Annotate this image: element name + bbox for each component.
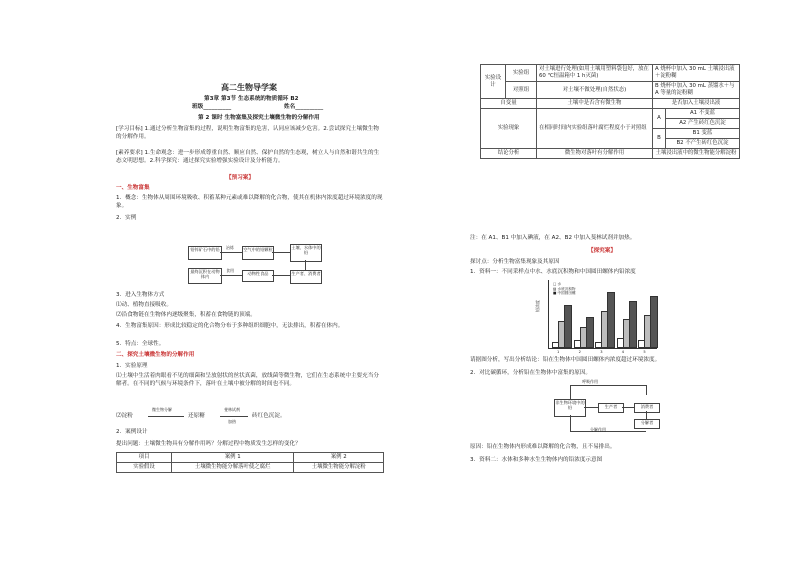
inquiry-point: 探讨点：分析生物富集现象及其原因 bbox=[470, 259, 560, 265]
name-label: 姓名__________ bbox=[284, 104, 324, 110]
cycle-decomposer: 分解者 bbox=[634, 419, 660, 429]
cycle-respiration: 呼吸作用 bbox=[582, 379, 598, 384]
design-label: 2．案例设计 bbox=[116, 429, 148, 435]
principle-1: ⑴土壤中生活着肉眼看不见的细菌和呈放射状的丝状真菌，放线菌等微生物，它们在生态系统中主要充当分解者。在不同的气候与环境条件下，落叶在土壤中被分解的时间也不同。 bbox=[116, 373, 379, 387]
flow-box-organisms: 生产者、消费者 bbox=[290, 270, 322, 284]
chart-x-tick: 5 bbox=[643, 350, 646, 354]
inquiry-heading: 【探究案】 bbox=[588, 248, 616, 254]
chart-x-tick: 4 bbox=[621, 350, 625, 354]
experiment-note: 注：在 A1、B1 中加入碘液，在 A2、B2 中加入斐林试剂并加热。 bbox=[470, 235, 636, 241]
section1-heading: 一、生物富集 bbox=[116, 185, 150, 191]
flow-box-soil: 土壤、水体中的铅 bbox=[290, 244, 322, 262]
hypothesis-table: 项目 案例 1 案例 2 实验假设 土壤微生物能分解落叶使之腐烂 土壤微生物能分解淀粉 bbox=[116, 452, 384, 473]
flow-box-food: 动物性食品 bbox=[242, 270, 274, 282]
chapter-line: 第3章 第3节 生态系统的物质循环 B2 bbox=[204, 96, 299, 102]
pathway-1: ⑴动、植物直接吸收。 bbox=[116, 302, 172, 308]
left-column: 高二生物导学案 第3章 第3节 生态系统的物质循环 B2 班级__________ 姓名__________ 第 2 课时 生物富集及探究土壤微生物的分解作用 [学习目标] 1.通过分析生物富集的过程，说明生物富集的危害，认同应该减少危害。2.尝试探究土壤微生物的分解作用。 [素养要求] 1.生命观念：进一步形成尊重自然、顺应自然、保护自然的生态观，树立人与自然和谐共生的生态文明思想。2.科学探究：通过探究实验增强实验设计及分析能力。 【预习案】 一、生物富集 1．概念：生物体从周围环境吸收、积蓄某种元素或难以降解的化合物，使其在机体内浓度超过环境浓度的现象。 2．实例 铅锌矿石中的铅 冶炼 空气中的铅颗粒 土壤、水体中的铅 最终沉积在动物体内 食用 动物性食品 生产者、消费者 3．进入生物体方式 ⑴动、植物直接吸收。 ⑵沿食物链在生物体内逐级聚集，积蓄在食物链的顶端。 4．生物富集原因：形成比较稳定的化合物分布于多种组织细胞中，无法排出，积蓄在体内。 5．特点：全球性。 二、探究土壤微生物的分解作用 1．实验原理 ⑴土壤中生活着肉眼看不见的细菌和呈放射状的丝状真菌，放线菌等微生物，它们在生态系统中主要充当分解者。在不同的气候与环境条件下，落叶在土壤中被分解的时间也不同。 ⑵淀粉 微生物分解 还原糖 斐林试剂 加热 砖红色沉淀。 2．案例设计 提出问题：土壤微生物具有分解作用吗？分解过程中物质发生怎样的变化？ 项目 案例 1 案例 2 实验假设 土壤微生物能分解落叶使之腐烂 土壤微生物能分解淀粉 bbox=[116, 0, 384, 562]
cycle-source: 非生物环境中的铅 bbox=[554, 399, 586, 417]
flow-box-ore: 铅锌矿石中的铅 bbox=[188, 246, 222, 260]
cycle-producer: 生产者 bbox=[598, 403, 624, 413]
legend-sediment: ▨ 水底沉积物 bbox=[553, 286, 576, 291]
legend-snail: ■ 中国圆田螺 bbox=[553, 291, 576, 295]
chart-bar bbox=[586, 317, 594, 348]
class-label: 班级__________ bbox=[192, 104, 232, 110]
page-title: 高二生物导学案 bbox=[221, 83, 277, 92]
cycle-decomposition: 分解作用 bbox=[590, 427, 606, 432]
cycle-consumer: 消费者 bbox=[634, 403, 660, 413]
pathway-label: 3．进入生物体方式 bbox=[116, 292, 165, 298]
concept-text: 1．概念：生物体从周围环境吸收、积蓄某种元素或难以降解的化合物，使其在机体内浓度超过环境浓度的现象。 bbox=[116, 195, 383, 209]
legend-water: □ 水 bbox=[553, 282, 562, 286]
chart-x-tick: 3 bbox=[600, 350, 603, 354]
chart-bar bbox=[650, 296, 658, 348]
chart-x-tick: 2 bbox=[578, 350, 581, 354]
analysis-text: 请据图分析，写出分析结论：铅在生物体中国圆田螺体内浓度超过环境浓度。 bbox=[470, 357, 661, 363]
example-label: 2．实例 bbox=[116, 215, 137, 221]
chart-x-tick: 1 bbox=[557, 350, 560, 354]
flow-box-animal: 最终沉积在动物体内 bbox=[188, 268, 222, 284]
pathway-2: ⑵沿食物链在生物体内逐级聚集，积蓄在食物链的顶端。 bbox=[116, 312, 256, 318]
chart-legend bbox=[553, 282, 576, 296]
lead-chart bbox=[548, 280, 657, 354]
flow-label-eat: 食用 bbox=[226, 268, 234, 273]
chart-bar bbox=[564, 305, 572, 348]
material1-text: 1．资料一：不同采样点中水、水底沉积物和中国圆田螺体内铅浓度 bbox=[470, 269, 636, 275]
material2-text: 2．对比碳循环，分析铅在生物体中富集的原因。 bbox=[470, 370, 592, 376]
section2-heading: 二、探究土壤微生物的分解作用 bbox=[116, 352, 195, 358]
question-text: 提出问题：土壤微生物具有分解作用吗？分解过程中物质发生怎样的变化？ bbox=[116, 441, 301, 447]
enrichment-reason: 4．生物富集原因：形成比较稳定的化合物分布于多种组织细胞中，无法排出，积蓄在体内。 bbox=[116, 323, 344, 329]
chart-bar bbox=[607, 292, 615, 348]
material3-text: 3．资料二：水体和多种水生生物体内的铅浓度示意图 bbox=[470, 457, 603, 463]
flow-label-smelt: 冶炼 bbox=[226, 245, 234, 250]
principle-label: 1．实验原理 bbox=[116, 363, 148, 369]
chart-ylabel: 铅浓度 bbox=[535, 300, 540, 312]
reason-text: 原因：铅在生物体内形成难以降解的化合物，且不易排出。 bbox=[470, 444, 616, 450]
chart-bar bbox=[629, 301, 637, 348]
preview-heading: 【预习案】 bbox=[226, 175, 254, 181]
literacy-goal: [素养要求] 1.生命观念：进一步形成尊重自然、顺应自然、保护自然的生态观，树立人与自然和谐共生的生态文明思想。2.科学探究：通过探究实验增强实验设计及分析能力。 bbox=[116, 150, 380, 164]
flow-box-air: 空气中的铅颗粒 bbox=[242, 246, 274, 260]
lesson-title: 第 2 课时 生物富集及探究土壤微生物的分解作用 bbox=[198, 115, 320, 121]
right-column bbox=[470, 0, 742, 562]
feature-text: 5．特点：全球性。 bbox=[116, 341, 165, 347]
study-goal: [学习目标] 1.通过分析生物富集的过程，说明生物富集的危害，认同应该减少危害。2.尝试探究土壤微生物的分解作用。 bbox=[116, 126, 379, 140]
experiment-table: 实验设计 实验组 对土壤进行处理(如用土壤用塑料袋包好，放在 60 ℃恒温箱中 1 h灭菌) A 烧杯中加入 30 mL 土壤浸出液＋淀粉糊 对照组 对土壤不做处理(自然状态) B 烧杯中加入 30 mL 蒸馏水＋与 A 等量的淀粉糊 自变量 土壤中是否含有微生物 是否加入土壤浸出液 实验现象 在相同时间内实验组落叶腐烂程度小于对照组 A A1 不变蓝 A2 产生砖红色沉淀 B B1 变蓝 B2 不产生砖红色沉淀 结论分析 微生物对落叶有分解作用 土壤浸出液中的微生物能分解淀粉 bbox=[480, 64, 740, 159]
